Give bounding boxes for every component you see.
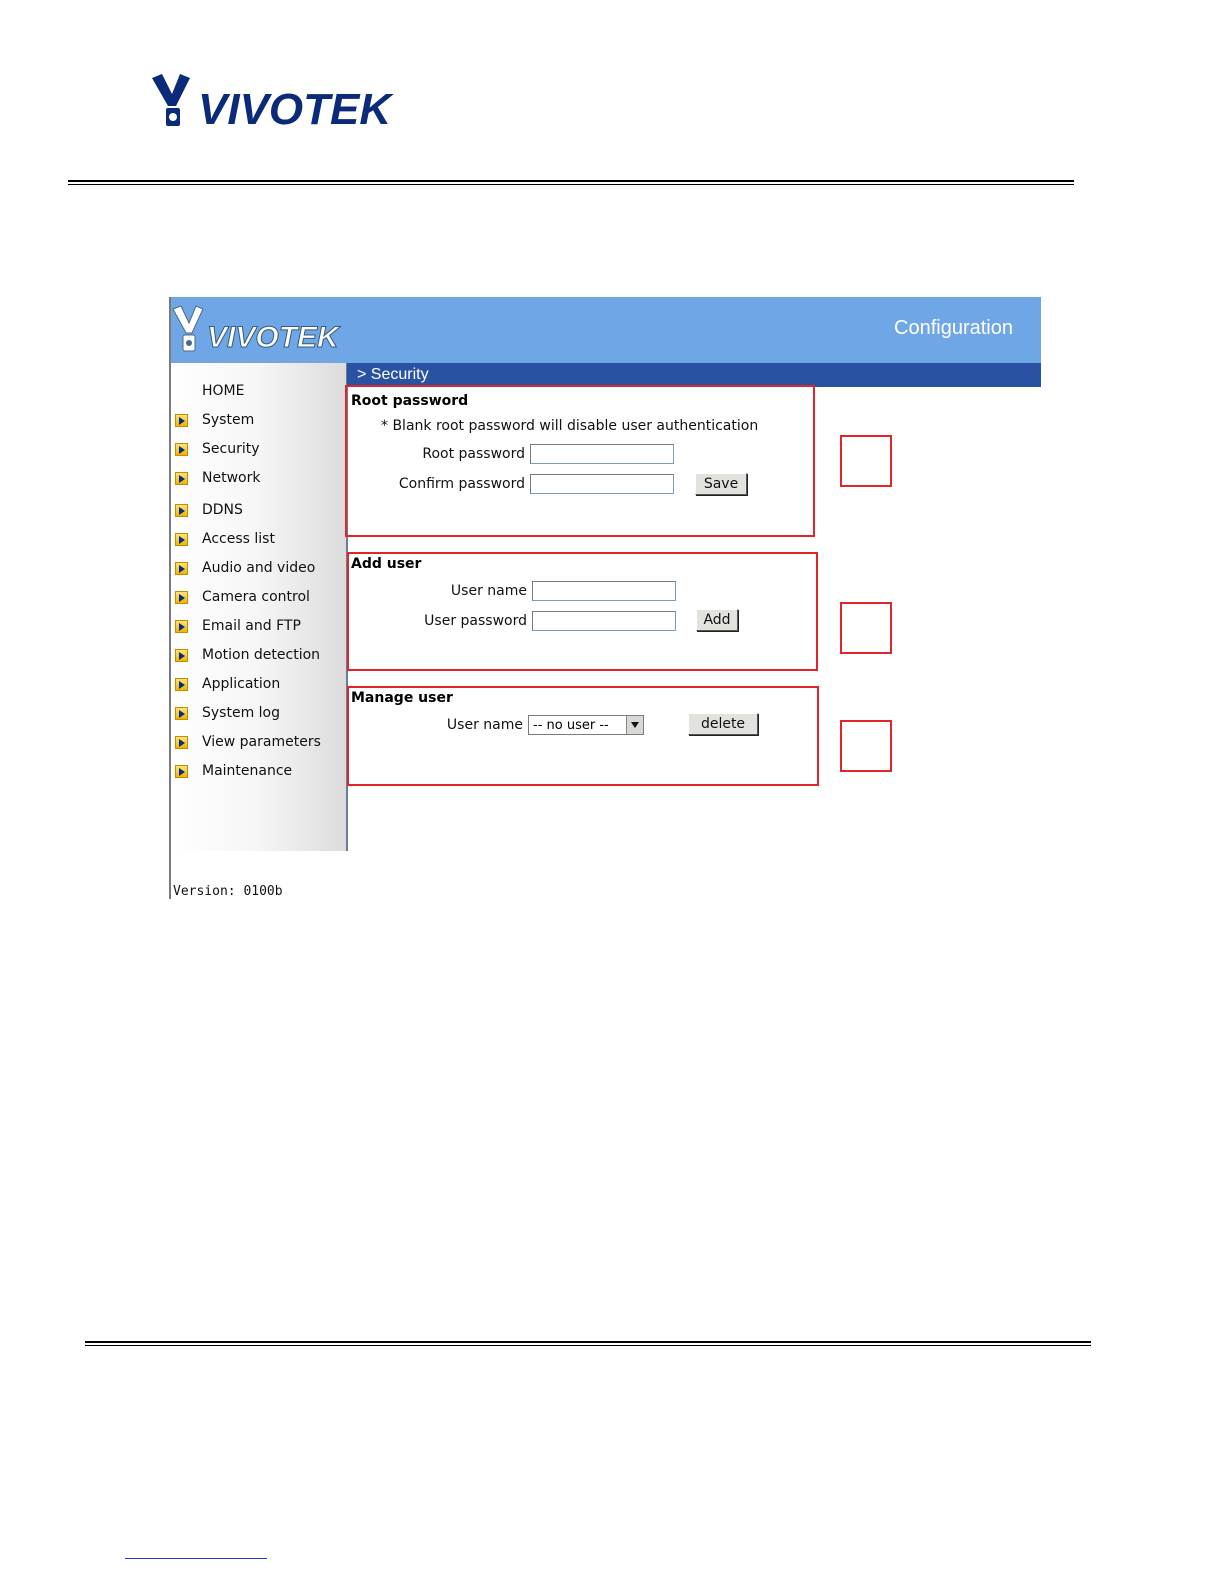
arrow-right-icon (175, 620, 188, 633)
sidebar-item-label: Maintenance (202, 763, 293, 779)
sidebar (171, 363, 348, 899)
version-text: Version: 0100b (173, 884, 283, 899)
section-title: > Security (347, 363, 1041, 387)
callout-box-root (840, 435, 892, 487)
vivotek-logo (150, 72, 400, 132)
sidebar-item-access-list[interactable] (175, 528, 275, 550)
arrow-right-icon (175, 562, 188, 575)
sidebar-item-home[interactable] (175, 380, 244, 402)
sidebar-item-label: Email and FTP (202, 618, 301, 634)
sidebar-item-label: Security (202, 441, 260, 457)
sidebar-item-network[interactable] (175, 467, 260, 489)
sidebar-item-label: HOME (202, 383, 245, 399)
sidebar-item-motion-detection[interactable] (175, 644, 320, 666)
arrow-right-icon (175, 533, 188, 546)
arrow-right-icon (175, 765, 188, 778)
arrow-right-icon (175, 678, 188, 691)
banner (171, 297, 1041, 363)
sidebar-item-view-parameters[interactable] (175, 731, 321, 753)
delete-user-button[interactable]: delete (688, 713, 758, 735)
manage-user-group (347, 686, 819, 786)
sidebar-item-application[interactable] (175, 673, 280, 695)
sidebar-item-system-log[interactable] (175, 702, 280, 724)
arrow-right-icon (175, 591, 188, 604)
sidebar-item-email-and-ftp[interactable] (175, 615, 301, 637)
callout-box-add (840, 602, 892, 654)
add-user-button[interactable]: Add (696, 609, 738, 631)
vivotek-logo-text: VIVOTEK (198, 85, 392, 132)
root-password-input[interactable] (530, 444, 674, 464)
sidebar-item-security[interactable] (175, 438, 260, 460)
sidebar-item-system[interactable] (175, 409, 254, 431)
arrow-right-icon (175, 649, 188, 662)
add-user-group (347, 552, 818, 671)
sidebar-item-label: Motion detection (202, 647, 321, 663)
footer-divider (85, 1341, 1091, 1346)
banner-logo-text: VIVOTEK (207, 321, 339, 354)
arrow-right-icon (175, 472, 188, 485)
sidebar-item-audio-and-video[interactable] (175, 557, 315, 579)
confirm-password-label: Confirm password (398, 476, 525, 492)
confirm-password-input[interactable] (530, 474, 674, 494)
arrow-right-icon (175, 414, 188, 427)
sidebar-item-camera-control[interactable] (175, 586, 310, 608)
chevron-down-icon[interactable] (626, 716, 643, 734)
banner-logo (171, 305, 351, 357)
add-user-name-input[interactable] (532, 581, 676, 601)
root-password-label: Root password (422, 446, 525, 462)
sidebar-item-ddns[interactable] (175, 499, 243, 521)
manage-user-name-label: User name (446, 717, 523, 733)
sidebar-item-label: DDNS (202, 502, 243, 518)
root-password-group (345, 385, 815, 537)
sidebar-item-label: Application (202, 676, 281, 692)
user-select[interactable] (528, 715, 644, 735)
sidebar-item-label: Audio and video (202, 560, 316, 576)
sidebar-item-label: View parameters (202, 734, 321, 750)
footer-link-underline (125, 1558, 267, 1559)
blank-password-note: * Blank root password will disable user authentication (381, 418, 759, 434)
add-user-title: Add user (351, 556, 422, 572)
header-divider (68, 180, 1074, 185)
arrow-right-icon (175, 707, 188, 720)
add-user-name-label: User name (450, 583, 527, 599)
add-user-password-input[interactable] (532, 611, 676, 631)
configuration-screenshot (169, 297, 1063, 899)
arrow-right-icon (175, 443, 188, 456)
sidebar-item-label: System (202, 412, 255, 428)
manage-user-title: Manage user (351, 690, 453, 706)
callout-box-manage (840, 720, 892, 772)
root-password-title: Root password (351, 393, 469, 409)
save-button[interactable]: Save (695, 473, 747, 495)
sidebar-item-label: Network (202, 470, 261, 486)
arrow-right-icon (175, 736, 188, 749)
user-select-value: -- no user -- (533, 717, 609, 733)
sidebar-item-label: Camera control (202, 589, 310, 605)
add-user-password-label: User password (424, 613, 527, 629)
sidebar-item-label: Access list (202, 531, 275, 547)
banner-title: Configuration (894, 317, 1013, 339)
sidebar-item-label: System log (202, 705, 280, 721)
sidebar-item-maintenance[interactable] (175, 760, 292, 782)
arrow-right-icon (175, 504, 188, 517)
